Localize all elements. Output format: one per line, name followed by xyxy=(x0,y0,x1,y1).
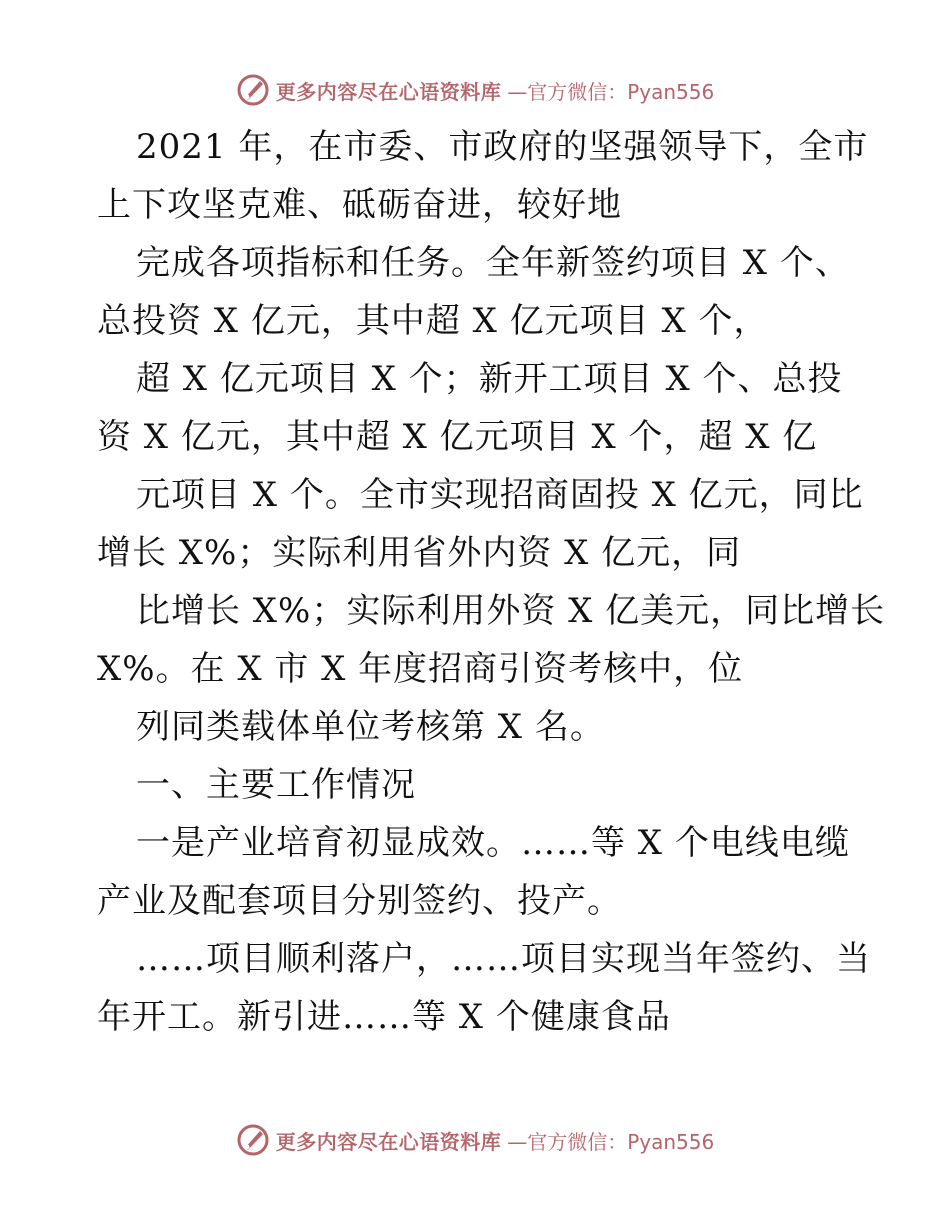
body-line: 比增长 X%；实际利用外资 X 亿美元，同比增长 xyxy=(136,591,886,631)
body-line: 总投资 X 亿元，其中超 X 亿元项目 X 个， xyxy=(97,301,769,341)
watermark-contact: —官方微信：Pyan556 xyxy=(507,1129,715,1154)
watermark-contact: —官方微信：Pyan556 xyxy=(507,79,715,104)
watermark-footer xyxy=(0,1120,950,1160)
watermark-text: 更多内容尽在心语资料库 xyxy=(275,79,502,104)
quill-logo-icon xyxy=(236,1123,270,1157)
body-line: 列同类载体单位考核第 X 名。 xyxy=(136,707,605,747)
body-line: 上下攻坚克难、砥砺奋进，较好地 xyxy=(97,185,622,225)
body-line: 产业及配套项目分别签约、投产。 xyxy=(97,881,622,921)
section-heading: 一、主要工作情况 xyxy=(136,765,416,805)
watermark-text: 更多内容尽在心语资料库 xyxy=(275,1129,502,1154)
body-line: 资 X 亿元，其中超 X 亿元项目 X 个，超 X 亿 xyxy=(97,417,818,457)
body-line: 元项目 X 个。全市实现招商固投 X 亿元，同比 xyxy=(136,475,864,515)
body-line: 一是产业培育初显成效。……等 X 个电线电缆 xyxy=(136,823,850,863)
watermark-header xyxy=(0,70,950,110)
body-line: 超 X 亿元项目 X 个；新开工项目 X 个、总投 xyxy=(136,359,843,399)
body-line: X%。在 X 市 X 年度招商引资考核中，位 xyxy=(97,649,744,689)
body-line: 2021 年，在市委、市政府的坚强领导下，全市 xyxy=(136,127,869,167)
body-line: ……项目顺利落户，……项目实现当年签约、当 xyxy=(136,939,871,979)
quill-logo-icon xyxy=(236,73,270,107)
body-line: 完成各项指标和任务。全年新签约项目 X 个、 xyxy=(136,243,850,283)
body-line: 年开工。新引进……等 X 个健康食品 xyxy=(97,997,671,1037)
body-line: 增长 X%；实际利用省外内资 X 亿元，同 xyxy=(97,533,742,573)
